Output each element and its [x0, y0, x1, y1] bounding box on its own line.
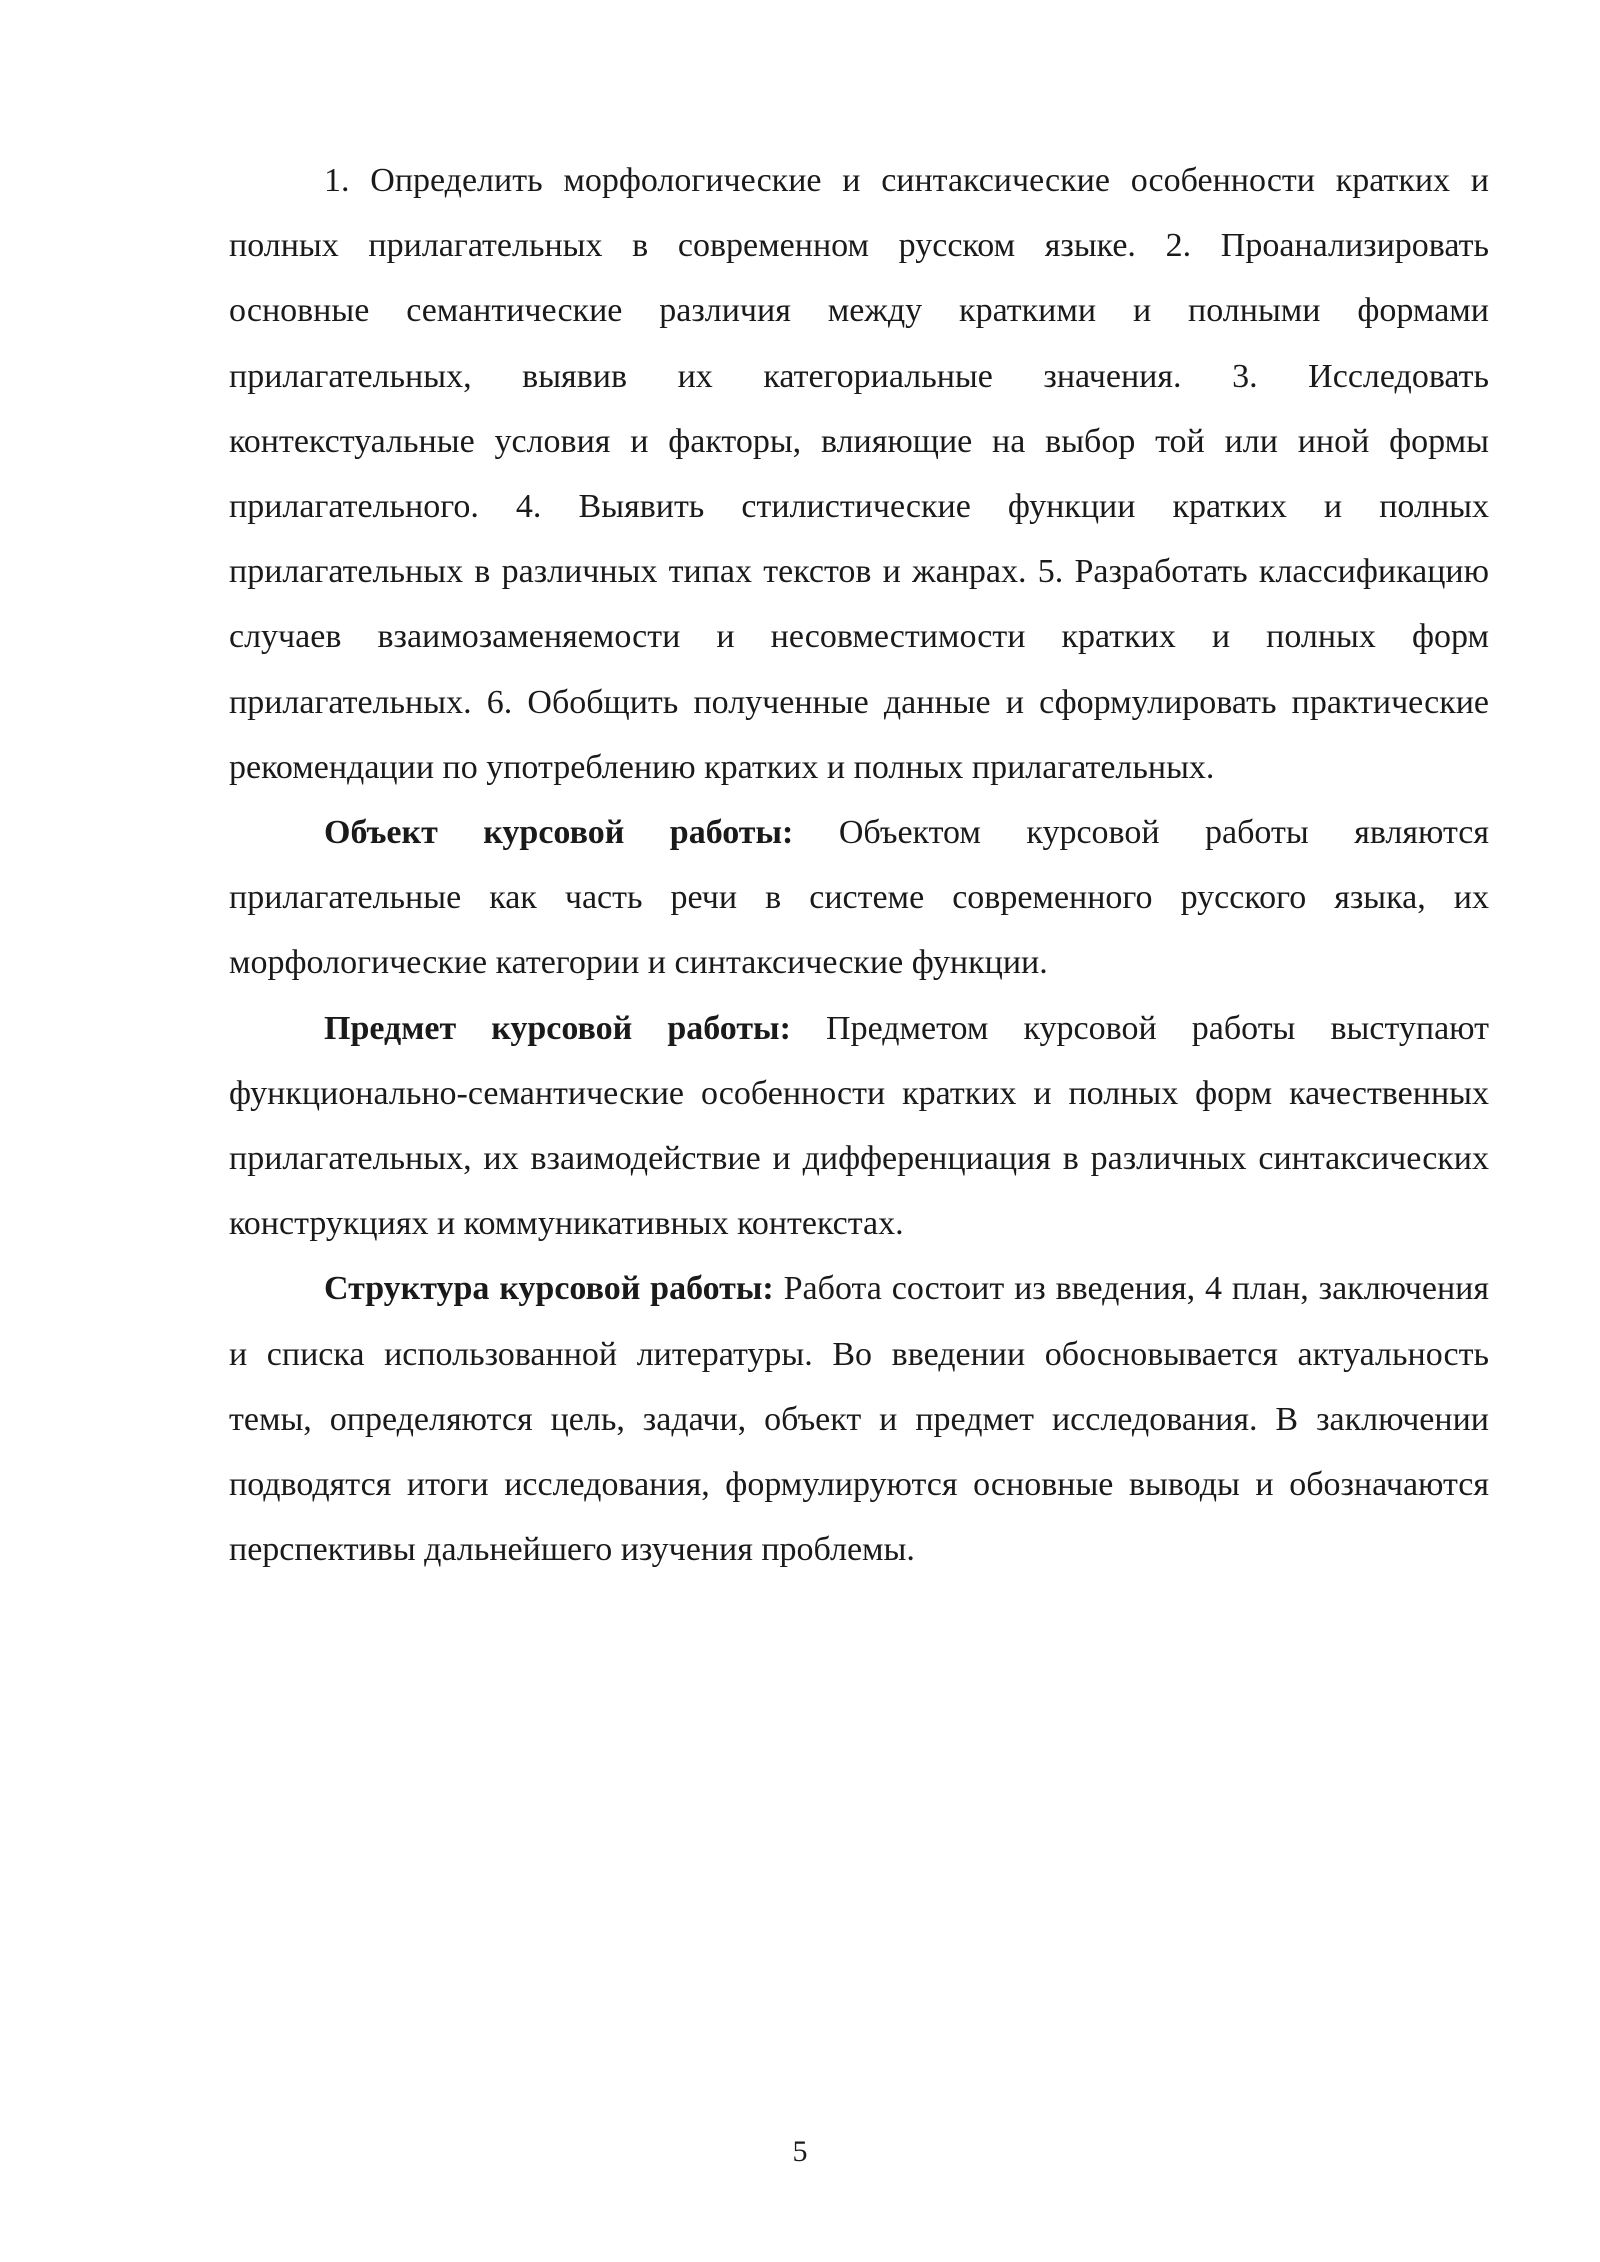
paragraph-object-text: Объектом курсовой работы являются прилагательные как часть речи в системе современного русского языка, их морфологические категории и синтаксические функции. — [229, 814, 1489, 982]
paragraph-tasks — [229, 148, 1489, 800]
page-number: 5 — [792, 2135, 808, 2168]
document-body — [229, 148, 1489, 1582]
paragraph-subject — [229, 996, 1489, 1257]
paragraph-structure — [229, 1256, 1489, 1582]
paragraph-subject-text: Предметом курсовой работы выступают функционально-семантические особенности кратких и полных форм качественных прилагательных, их взаимодействие и дифференциация в различных синтаксических конструкциях и коммуникативных контекстах. — [229, 1009, 1489, 1243]
paragraph-object-heading: Объект курсовой работы: — [324, 814, 794, 852]
paragraph-subject-heading: Предмет курсовой работы: — [324, 1009, 791, 1047]
paragraph-structure-heading: Структура курсовой работы: — [324, 1270, 774, 1308]
paragraph-object — [229, 800, 1489, 996]
paragraph-tasks-text: 1. Определить морфологические и синтаксические особенности кратких и полных прилагательных в современном русском языке. 2. Проанализировать основные семантические различия между краткими и полными формами прилагательных, выявив их категориальные значения. 3. Исследовать контекстуальные условия и факторы, влияющие на выбор той или иной формы прилагательного. 4. Выявить стилистические функции кратких и полных прилагательных в различных типах текстов и жанрах. 5. Разработать классификацию случаев взаимозаменяемости и несовместимости кратких и полных форм прилагательных. 6. Обобщить полученные данные и сформулировать практические рекомендации по употреблению кратких и полных прилагательных. — [229, 162, 1489, 786]
paragraph-structure-text: Работа состоит из введения, 4 план, заключения и списка использованной литературы. Во введении обосновывается актуальность темы, определяются цель, задачи, объект и предмет исследования. В заключении подводятся итоги исследования, формулируются основные выводы и обозначаются перспективы дальнейшего изучения проблемы. — [229, 1270, 1489, 1569]
